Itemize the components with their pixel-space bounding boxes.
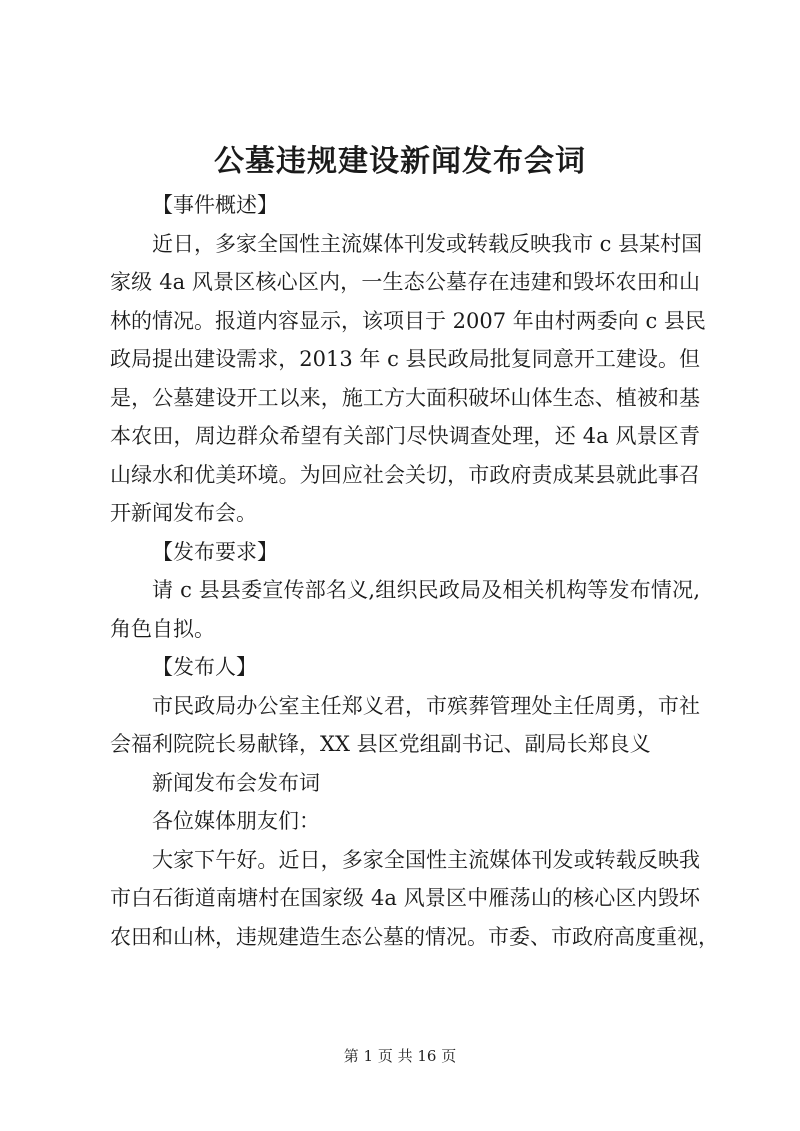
text-line: 近日，多家全国性主流媒体刊发或转载反映我市 c 县某村国 — [152, 231, 703, 256]
text-line: 农田和山林，违规建造生态公墓的情况。市委、市政府高度重视， — [110, 924, 719, 949]
document-title: 公墓违规建设新闻发布会词 — [214, 144, 586, 179]
text-line: 开新闻发布会。 — [110, 501, 257, 525]
text-line: 会福利院院长易献锋，XX 县区党组副书记、副局长郑良义 — [110, 732, 651, 756]
text-line: 【发布要求】 — [152, 539, 278, 564]
page-footer: 第 1 页 共 16 页 — [343, 1047, 457, 1065]
text-line: 大家下午好。近日，多家全国性主流媒体刊发或转载反映我 — [152, 847, 700, 872]
text-line: 角色自拟。 — [110, 616, 215, 641]
text-line: 请 c 县县委宣传部名义,组织民政局及相关机构等发布情况, — [152, 578, 700, 602]
text-line: 是，公墓建设开工以来，施工方大面积破坏山体生态、植被和基 — [110, 385, 700, 410]
text-line: 政局提出建设需求，2013 年 c 县民政局批复同意开工建设。但 — [110, 347, 700, 371]
text-line: 山绿水和优美环境。为回应社会关切，市政府责成某县就此事召 — [110, 462, 700, 487]
text-line: 【事件概述】 — [152, 193, 278, 217]
text-line: 本农田，周边群众希望有关部门尽快调查处理，还 4a 风景区青 — [110, 424, 700, 448]
text-line: 【发布人】 — [152, 655, 257, 679]
text-line: 林的情况。报道内容显示，该项目于 2007 年由村两委向 c 县民 — [110, 308, 706, 333]
text-line: 各位媒体朋友们： — [152, 809, 320, 833]
text-line: 市白石街道南塘村在国家级 4a 风景区中雁荡山的核心区内毁坏 — [110, 886, 700, 910]
text-line: 家级 4a 风景区核心区内，一生态公墓存在违建和毁坏农田和山 — [110, 270, 700, 294]
document-body — [110, 186, 719, 956]
text-line: 新闻发布会发布词 — [152, 770, 320, 795]
text-line: 市民政局办公室主任郑义君，市殡葬管理处主任周勇，市社 — [152, 693, 700, 718]
